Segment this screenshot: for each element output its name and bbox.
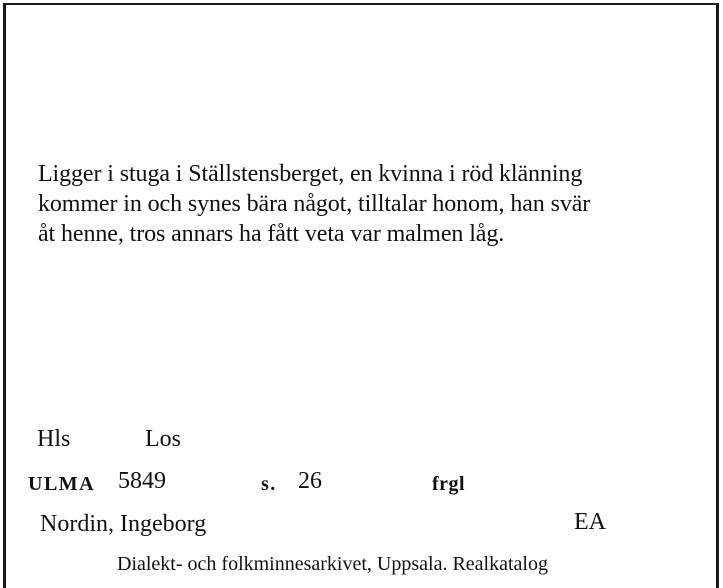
card-border-right [716,3,719,588]
archive-footer: Dialekt- och folkminnesarkivet, Uppsala. Realkatalog [117,553,548,575]
parish-label: Los [145,426,181,452]
archive-label: ULMA [28,473,96,495]
record-text [38,159,708,249]
informant-name: Nordin, Ingeborg [40,511,207,537]
card-border-top [3,3,719,5]
collector-initials: EA [574,509,606,535]
card-border-left [3,3,6,588]
record-text-line: kommer in och synes bära något, tilltalar honom, han svär [38,191,591,217]
archive-number: 5849 [118,468,166,494]
province-label: Hls [37,426,71,452]
record-text-line: Ligger i stuga i Ställstensberget, en kvinna i röd klänning [38,161,583,187]
page-number: 26 [298,468,322,494]
category-label: frgl [432,473,466,495]
record-text-line: åt henne, tros annars ha fått veta var malmen låg. [38,221,505,247]
page-label: s. [261,473,277,495]
